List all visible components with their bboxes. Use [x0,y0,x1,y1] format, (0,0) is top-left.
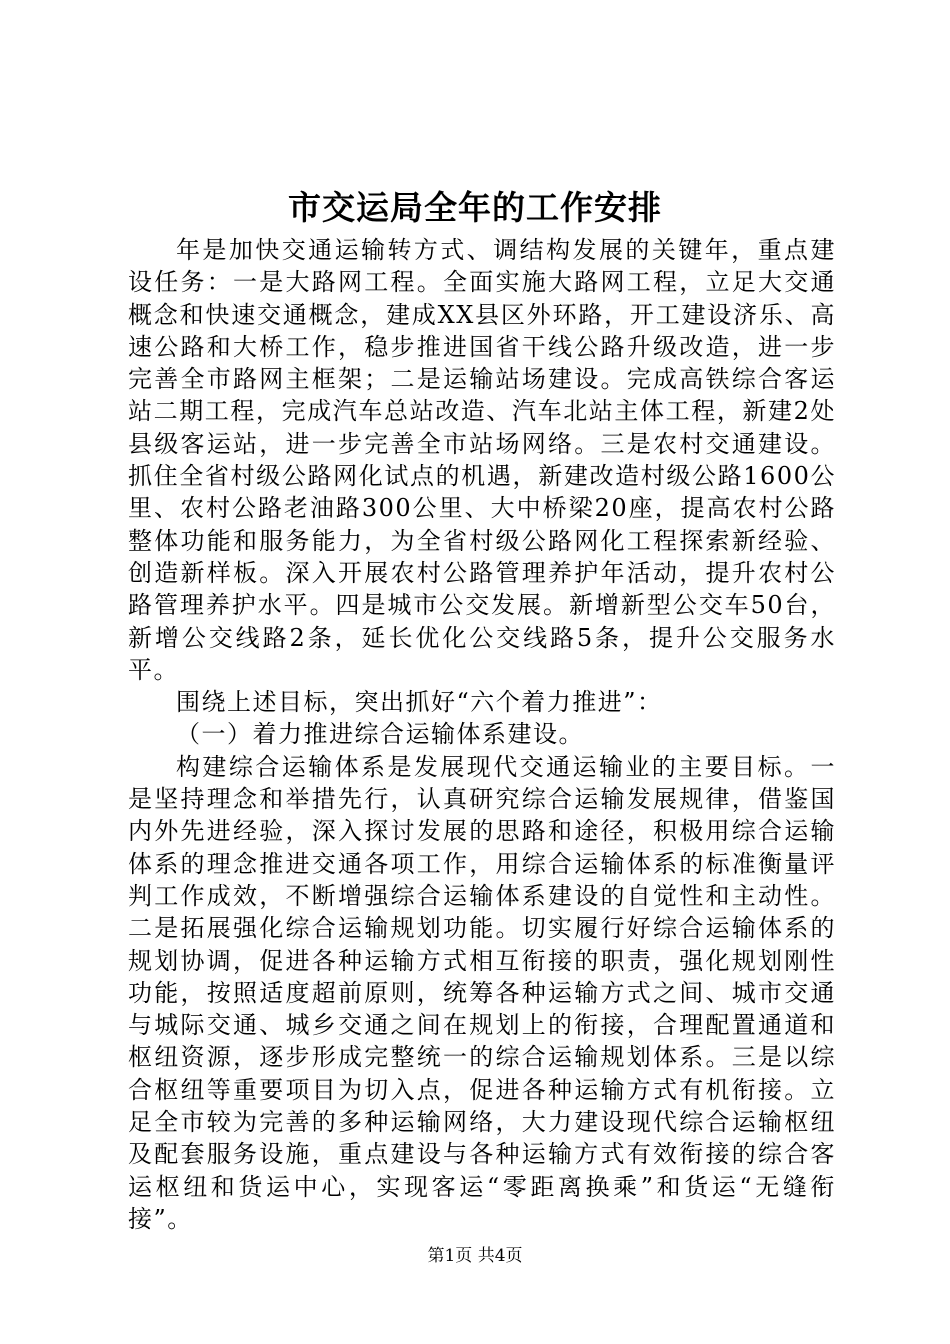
section-heading: （一）着力推进综合运输体系建设。 [176,720,584,749]
document-body [128,234,836,1235]
page-number-footer: 第1页 共4页 [427,1246,523,1266]
paragraph: 年是加快交通运输转方式、调结构发展的关键年，重点建设任务：一是大路网工程。全面实施大路网工程，立足大交通概念和快速交通概念，建成XX县区外环路，开工建设济乐、高速公路和大桥工作，稳步推进国省干线公路升级改造，进一步完善全市路网主框架；二是运输站场建设。完成高铁综合客运站二期工程，完成汽车总站改造、汽车北站主体工程，新建2处县级客运站，进一步完善全市站场网络。三是农村交通建设。抓住全省村级公路网化试点的机遇，新建改造村级公路1600公里、农村公路老油路300公里、大中桥梁20座，提高农村公路整体功能和服务能力，为全省村级公路网化工程探索新经验、创造新样板。深入开展农村公路管理养护年活动，提升农村公路管理养护水平。四是城市公交发展。新增新型公交车50台，新增公交线路2条，延长优化公交线路5条，提升公交服务水平。 [128,236,836,684]
document-title: 市交运局全年的工作安排 [288,188,662,227]
paragraph: 围绕上述目标，突出抓好“六个着力推进”： [176,688,663,717]
paragraph: 构建综合运输体系是发展现代交通运输业的主要目标。一是坚持理念和举措先行，认真研究综合运输发展规律，借鉴国内外先进经验，深入探讨发展的思路和途径，积极用综合运输体系的理念推进交通各项工作，用综合运输体系的标准衡量评判工作成效，不断增强综合运输体系建设的自觉性和主动性。二是拓展强化综合运输规划功能。切实履行好综合运输体系的规划协调，促进各种运输方式相互衔接的职责，强化规划刚性功能，按照适度超前原则，统筹各种运输方式之间、城市交通与城际交通、城乡交通之间在规划上的衔接，合理配置通道和枢纽资源，逐步形成完整统一的综合运输规划体系。三是以综合枢纽等重要项目为切入点，促进各种运输方式有机衔接。立足全市较为完善的多种运输网络，大力建设现代综合运输枢纽及配套服务设施，重点建设与各种运输方式有效衔接的综合客运枢纽和货运中心，实现客运“零距离换乘”和货运“无缝衔接”。 [128,752,836,1233]
